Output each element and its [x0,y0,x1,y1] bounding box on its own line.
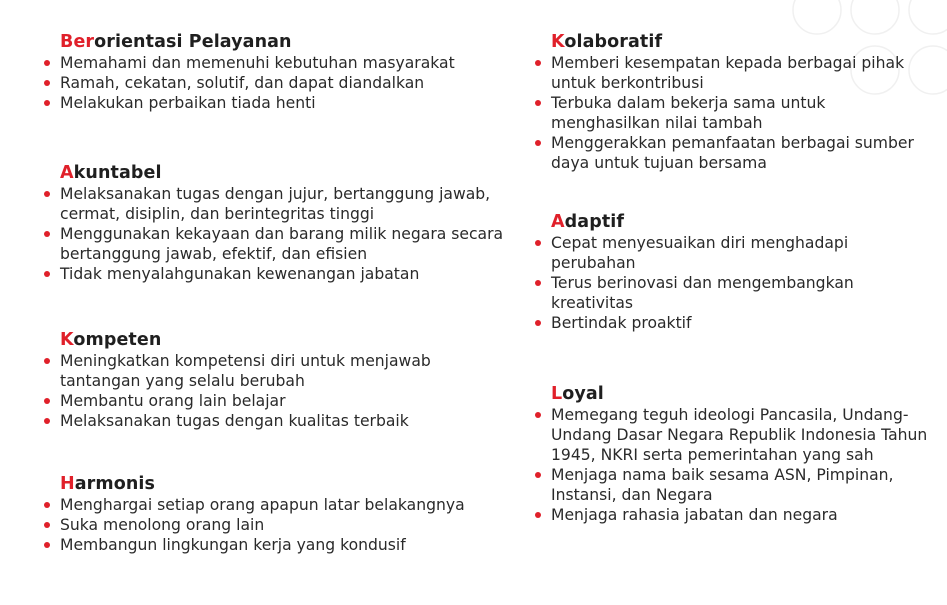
bullet-list [42,184,512,284]
section-title: Kolaboratif [551,32,663,52]
section-title: Berorientasi Pelayanan [60,32,292,52]
list-item: Melakukan perbaikan tiada henti [42,93,512,113]
bullet-list [533,405,933,525]
list-item: Suka menolong orang lain [42,515,512,535]
section-akuntabel [42,163,512,284]
section-title: Kompeten [60,330,162,350]
section-title: Loyal [551,384,604,404]
list-item: Membantu orang lain belajar [42,391,512,411]
section-kompeten [42,330,512,431]
list-item: Menjaga nama baik sesama ASN, Pimpinan, Instansi, dan Negara [533,465,933,505]
list-item: Bertindak proaktif [533,313,933,333]
list-item: Memahami dan memenuhi kebutuhan masyarakat [42,53,512,73]
list-item: Cepat menyesuaikan diri menghadapi perubahan [533,233,933,273]
list-item: Tidak menyalahgunakan kewenangan jabatan [42,264,512,284]
list-item: Membangun lingkungan kerja yang kondusif [42,535,512,555]
list-item: Terbuka dalam bekerja sama untuk menghasilkan nilai tambah [533,93,933,133]
list-item: Memegang teguh ideologi Pancasila, Undang-Undang Dasar Negara Republik Indonesia Tahun 1945, NKRI serta pemerintahan yang sah [533,405,933,465]
list-item: Menghargai setiap orang apapun latar belakangnya [42,495,512,515]
bullet-list [42,351,512,431]
list-item: Meningkatkan kompetensi diri untuk menjawab tantangan yang selalu berubah [42,351,512,391]
list-item: Melaksanakan tugas dengan kualitas terbaik [42,411,512,431]
list-item: Terus berinovasi dan mengembangkan kreativitas [533,273,933,313]
section-harmonis [42,474,512,555]
section-title: Adaptif [551,212,625,232]
list-item: Menggunakan kekayaan dan barang milik negara secara bertanggung jawab, efektif, dan efisien [42,224,512,264]
list-item: Menggerakkan pemanfaatan berbagai sumber daya untuk tujuan bersama [533,133,933,173]
section-title: Akuntabel [60,163,162,183]
section-kolaboratif [533,32,933,173]
bullet-list [533,233,933,333]
list-item: Memberi kesempatan kepada berbagai pihak untuk berkontribusi [533,53,933,93]
bullet-list [42,495,512,555]
section-berorientasi-pelayanan [42,32,512,113]
section-adaptif [533,212,933,333]
list-item: Melaksanakan tugas dengan jujur, bertanggung jawab, cermat, disiplin, dan berintegritas tinggi [42,184,512,224]
bullet-list [42,53,512,113]
bullet-list [533,53,933,173]
list-item: Menjaga rahasia jabatan dan negara [533,505,933,525]
section-loyal [533,384,933,525]
section-title: Harmonis [60,474,156,494]
list-item: Ramah, cekatan, solutif, dan dapat diandalkan [42,73,512,93]
